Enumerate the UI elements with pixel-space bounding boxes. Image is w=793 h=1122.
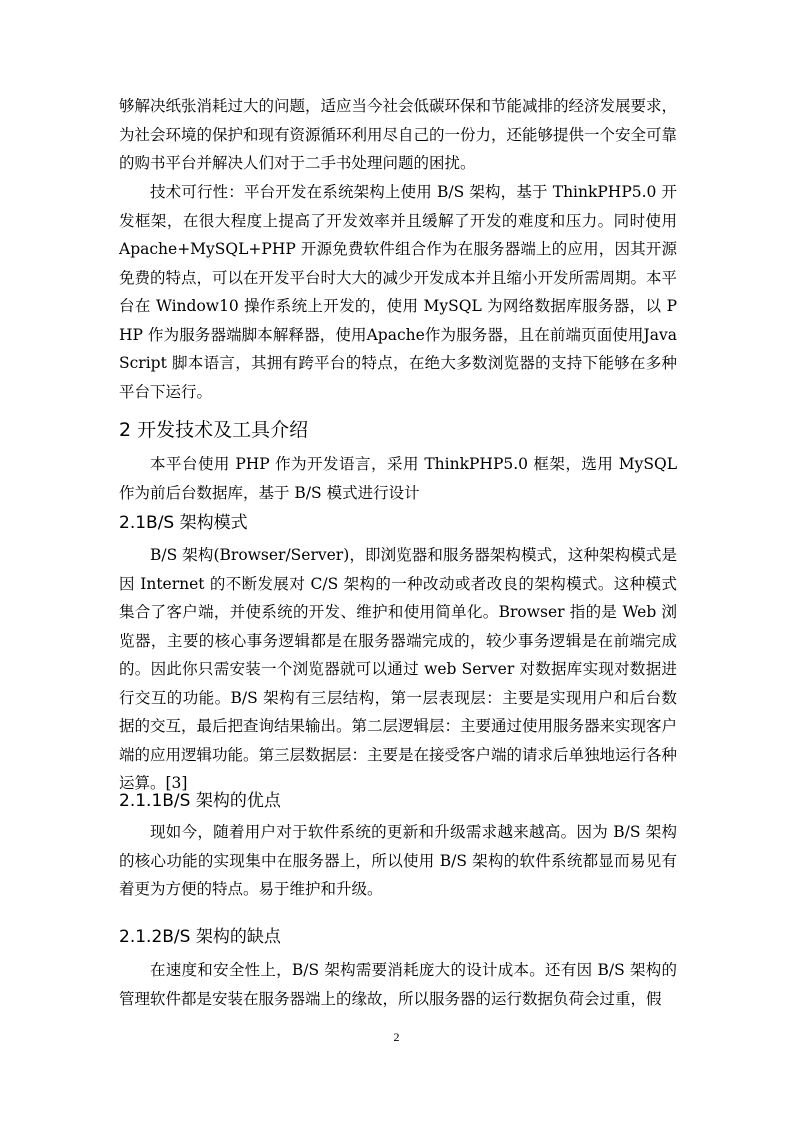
section-2 <box>119 416 677 444</box>
paragraph-section-2-1-1: 现如今，随着用户对于软件系统的更新和升级需求越来越高。因为 B/S 架构的核心功能的实现集中在服务器上，所以使用 B/S 架构的软件系统都显而易见有着更为方便的特点。易于维护和升级。 <box>119 823 677 898</box>
paragraph-section-2-1: B/S 架构(Browser/Server)，即浏览器和服务器架构模式，这种架构模式是因 Internet 的不断发展对 C/S 架构的一种改动或者改良的架构模式。这种模式集合了客户端，并使系统的开发、维护和使用简单化。Browser 指的是 Web 浏览器，主要的核心事务逻辑都是在服务器端完成的，较少事务逻辑是在前端完成的。因此你只需安装一个浏览器就可以通过 web Server 对数据库实现对数据进行交互的功能。B/S 架构有三层结构，第一层表现层：主要是实现用户和后台数据的交互，最后把查询结果输出。第二层逻辑层：主要通过使用服务器来实现客户端的应用逻辑功能。第三层数据层：主要是在接受客户端的请求后单独地运行各种运算。[3] <box>119 546 678 792</box>
section-heading-2-1-1: 2.1.1B/S 架构的优点 <box>119 791 281 811</box>
section-2-1-body <box>119 541 677 798</box>
section-2-1-2 <box>119 924 677 950</box>
paragraph-section-2: 本平台使用 PHP 作为开发语言，采用 ThinkPHP5.0 框架，选用 MySQL 作为前后台数据库，基于 B/S 模式进行设计 <box>119 455 677 502</box>
section-heading-2-1: 2.1B/S 架构模式 <box>119 513 248 533</box>
section-2-1-1-body <box>119 818 677 904</box>
section-heading-2: 2 开发技术及工具介绍 <box>119 419 309 441</box>
intro-continuation <box>119 92 677 178</box>
technical-feasibility <box>119 178 677 406</box>
paragraph-section-2-1-2: 在速度和安全性上，B/S 架构需要消耗庞大的设计成本。还有因 B/S 架构的管理软件都是安装在服务器端上的缘故，所以服务器的运行数据负荷会过重，假 <box>119 961 677 1008</box>
section-2-body <box>119 450 677 507</box>
paragraph-intro-continued: 够解决纸张消耗过大的问题，适应当今社会低碳环保和节能减排的经济发展要求，为社会环境的保护和现有资源循环利用尽自己的一份力，还能够提供一个安全可靠的购书平台并解决人们对于二手书处理问题的困扰。 <box>119 97 678 172</box>
paragraph-technical-feasibility: 技术可行性：平台开发在系统架构上使用 B/S 架构，基于 ThinkPHP5.0 开发框架，在很大程度上提高了开发效率并且缓解了开发的难度和压力。同时使用 Apache+MySQL+PHP 开源免费软件组合作为在服务器端上的应用，因其开源免费的特点，可以在开发平台时大大的减少开发成本并且缩小开发所需周期。本平台在 Window10 操作系统上开发的，使用 MySQL 为网络数据库服务器，以 PHP 作为服务器端脚本解释器，使用Apache作为服务器，且在前端页面使用JavaScript 脚本语言，其拥有跨平台的特点，在绝大多数浏览器的支持下能够在多种平台下运行。 <box>119 183 678 401</box>
section-2-1-2-body <box>119 956 677 1013</box>
section-2-1-1 <box>119 788 677 814</box>
section-heading-2-1-2: 2.1.2B/S 架构的缺点 <box>119 927 281 947</box>
section-2-1 <box>119 510 677 536</box>
page-number: 2 <box>393 1030 400 1044</box>
